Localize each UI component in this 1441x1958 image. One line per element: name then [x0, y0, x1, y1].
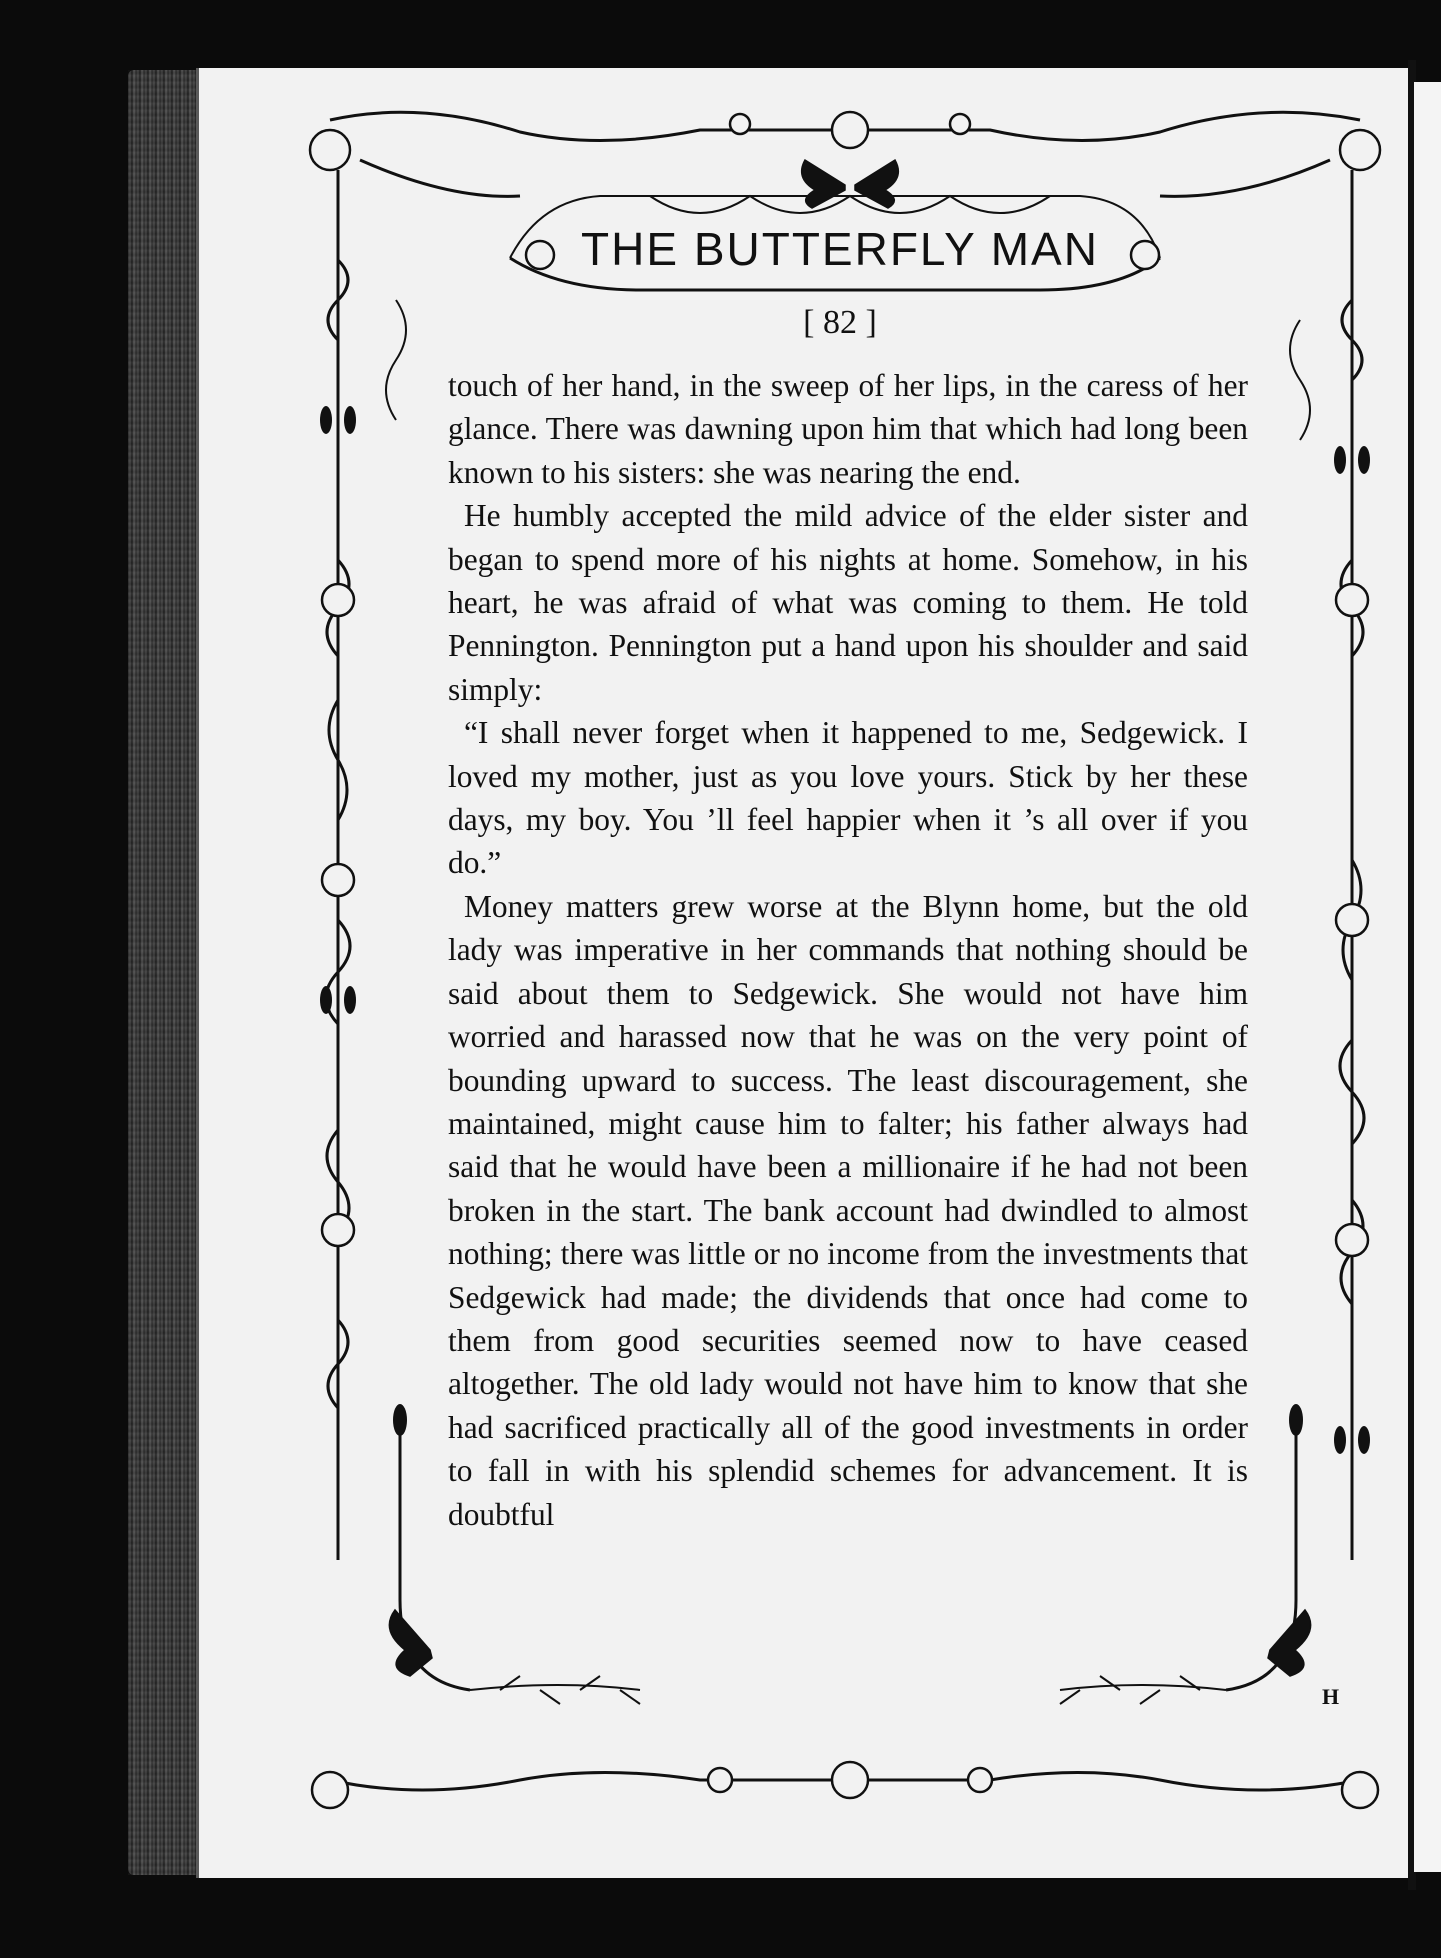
paragraph: “I shall never forget when it happened to me, Sedgewick. I loved my mother, just as you love yours. Stick by her these days, my boy. You ’ll feel happier when it ’s all over if you do.” [448, 715, 1248, 881]
paragraph: touch of her hand, in the sweep of her lips, in the caress of her glance. There was dawning upon him that which had long been known to his sisters: she was nearing the end. [448, 368, 1248, 490]
paragraph: He humbly accepted the mild advice of the elder sister and began to spend more of his nights at home. Somehow, in his heart, he was afraid of what was coming to them. He told Pennington. Pennington put a hand upon his shoulder and said simply: [448, 498, 1248, 707]
paragraph: Money matters grew worse at the Blynn home, but the old lady was imperative in her commands that nothing should be said about them to Sedgewick. She would not have him worried and harassed now that he was on the very point of bounding upward to success. The least discouragement, she maintained, might cause him to falter; his father always had said that he would have been a millionaire if he had not been broken in the start. The bank account had dwindled to almost nothing; there was little or no income from the investments that Sedgewick had made; the dividends that once had come to them from good securities seemed now to have ceased altogether. The old lady would not have him to know that she had sacrificed practically all of the good investments in order to fall in with his splendid schemes for advancement. It is doubtful [448, 888, 1248, 1532]
body-text [448, 364, 1248, 1536]
running-head: THE BUTTERFLY MAN [581, 223, 1099, 275]
illustrator-initial: H [1322, 1684, 1340, 1709]
page-number: [ 82 ] [803, 304, 877, 341]
